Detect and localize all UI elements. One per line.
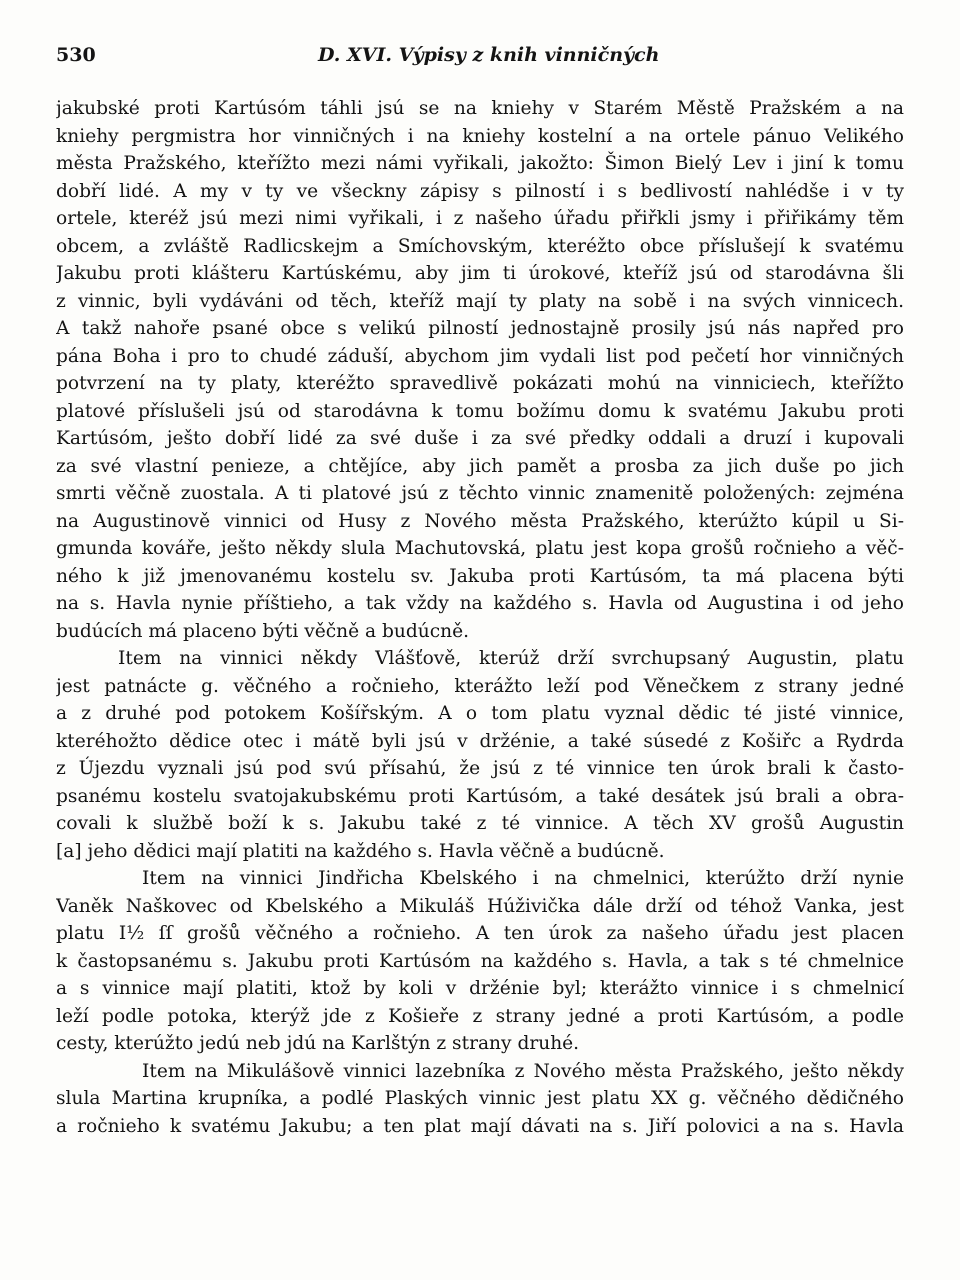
text-line: pána Boha i pro to chudé záduší, abychom jim vydali list pod pečetí hor vinničných xyxy=(56,345,904,367)
text-line: kteréhožto dědice otec i mátě byli jsú v držénie, a také súsedé z Košiřc a Rydrda xyxy=(56,730,904,752)
text-line: gmunda kováře, ješto někdy slula Machutovská, platu jest kopa grošů ročnieho a věč- xyxy=(56,538,904,559)
text-line: budúcích má placeno býti věčně a budúcně. xyxy=(56,620,470,642)
text-line: leží podle potoka, kterýž jde z Košieře z strany jedné a proti Kartúsóm, a podle xyxy=(56,1005,904,1027)
text-line: jakubské proti Kartúsóm táhli jsú se na kniehy v Starém Městě Pražském a na xyxy=(56,98,904,119)
text-line: platové příslušeli jsú od starodávna k tomu božímu domu k svatému Jakubu proti xyxy=(56,400,904,422)
text-line: Item na vinnici někdy Vlášťově, kterúž drží svrchupsaný Augustin, platu xyxy=(118,648,904,669)
text-line: potvrzení na ty platy, kteréžto spravedlivě pokázati mohú na vinniciech, kteřížto xyxy=(56,373,904,394)
text-line: ortele, kteréž jsú mezi nimi vyřikali, i z našeho úřadu přiřkli jsmy i přiřikámy těm xyxy=(56,208,904,229)
text-line: z Újezdu vyznali jsú pod svú přísahú, že jsú z té vinnice ten úrok brali k často- xyxy=(56,758,904,779)
page-header xyxy=(56,44,904,74)
body-text xyxy=(56,95,904,1140)
text-line: z vinnic, byli vydáváni od těch, kteříž mají ty platy na sobě i na svých vinnicech. xyxy=(56,290,904,312)
text-line: a z druhé pod potokem Košířským. A o tom platu vyznal dědic té jisté vinnice, xyxy=(56,703,904,724)
text-line: cesty, kterúžto jedú neb jdú na Karlštýn z strany druhé. xyxy=(56,1033,580,1054)
page-number: 530 xyxy=(56,44,96,66)
text-line: [a] jeho dědici mají platiti na každého s. Havla věčně a budúcně. xyxy=(56,840,665,862)
text-line: A takž nahoře psané obce s velikú pilností jednostajně prosily jsú nás napřed pro xyxy=(56,318,904,339)
text-line: Kartúsóm, ješto dobří lidé za své duše i za své předky oddali a druzí i kupovali xyxy=(56,428,904,449)
text-line: a s vinnice mají platiti, ktož by koli v držénie byl; kterážto vinnice i s chmelnicí xyxy=(56,978,904,999)
text-line: kniehy pergmistra hor vinničných i na kniehy kostelní a na ortele pánuo Velikého xyxy=(56,125,904,147)
text-line: dobří lidé. A my v ty ve všeckny zápisy s pilností i s bedlivostí nahlédše i v ty xyxy=(56,180,904,202)
text-line: covali k službě boží k s. Jakubu také z té vinnice. A těch XV grošů Augustin xyxy=(56,813,904,834)
running-head: D. XVI. Výpisy z knih vinničných xyxy=(318,44,660,66)
text-line: na Augustinově vinnici od Husy z Nového města Pražského, kterúžto kúpil u Si- xyxy=(56,510,904,532)
text-line: smrti věčně zuostala. A ti platové jsú z těchto vinnic znamenitě položených: zejména xyxy=(56,483,904,504)
text-line: za své vlastní penieze, a chtějíce, aby jich pamět a prosba za jich duše po jich xyxy=(56,455,904,477)
text-line: Jakubu proti klášteru Kartúskému, aby jim ti úrokové, kteříž jsú od starodávna šli xyxy=(56,263,904,284)
text-line: obcem, a zvláště Radlicskejm a Smíchovským, kteréžto obce příslušejí k svatému xyxy=(56,235,904,257)
text-line: k častopsanému s. Jakubu proti Kartúsóm na každého s. Havla, a tak s té chmelnice xyxy=(56,950,904,972)
text-line: a ročnieho k svatému Jakubu; a ten plat mají dávati na s. Jiří polovici a na s. Havla xyxy=(56,1115,904,1137)
text-line: Vaněk Naškovec od Kbelského a Mikuláš Húživička dále drží od téhož Vanka, jest xyxy=(56,895,904,917)
text-line: platu I½ ſſ grošů věčného a ročnieho. A ten úrok za našeho úřadu jest placen xyxy=(56,923,904,944)
text-line: Item na Mikulášově vinnici lazebníka z Nového města Pražského, ješto někdy xyxy=(142,1060,904,1082)
text-line: města Pražského, kteřížto mezi námi vyřikali, jakožto: Šimon Bielý Lev i jiní k tomu xyxy=(56,153,904,174)
text-line: slula Martina krupníka, a podlé Plaských vinnic jest platu XX g. věčného dědičného xyxy=(56,1088,904,1109)
text-line: jest patnácte g. věčného a ročnieho, kterážto leží pod Věnečkem z strany jedné xyxy=(56,675,904,697)
text-line: psanému kostelu svatojakubskému proti Kartúsóm, a také desátek jsú brali a obra- xyxy=(56,785,904,807)
text-line: na s. Havla nynie příštieho, a tak vždy na každého s. Havla od Augustina i od jeho xyxy=(56,593,904,614)
text-line: Item na vinnici Jindřicha Kbelského i na chmelnici, kterúžto drží nynie xyxy=(142,868,904,889)
text-line: ného k již jmenovanému kostelu sv. Jakuba proti Kartúsóm, ta má placena býti xyxy=(56,565,904,587)
